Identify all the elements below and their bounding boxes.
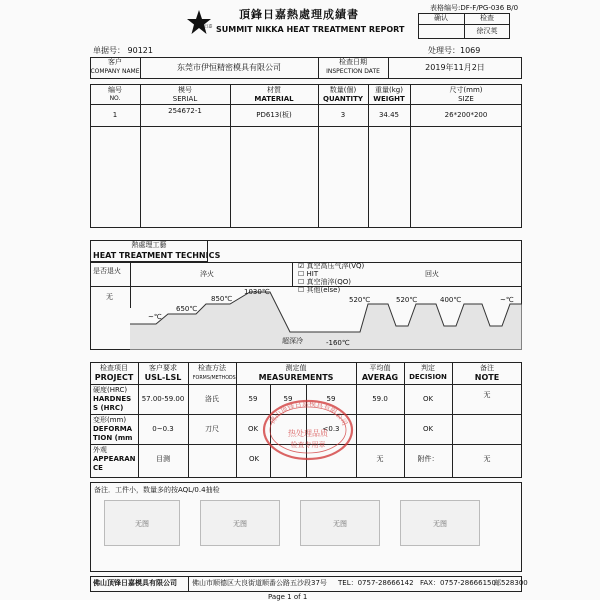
row-method: 洛氏 xyxy=(205,395,219,403)
row-project-en2: TION (mm xyxy=(93,434,133,442)
results-header-avg-cn: 平均值 xyxy=(369,364,391,372)
temper-1: 520℃ xyxy=(349,296,371,304)
items-header-no-cn: 编号 xyxy=(108,86,122,94)
row-project-en1: APPEARAN xyxy=(93,455,136,463)
photo-placeholder: 无图 xyxy=(200,500,280,546)
row-project-en2: CE xyxy=(93,464,103,472)
notes-text: 备注．工件小，数量多的按AQL/0.4抽检 xyxy=(94,486,220,494)
svg-text:热处理品质: 热处理品质 xyxy=(288,429,328,438)
row-m2: 59 xyxy=(283,395,293,403)
results-header-note-cn: 备注 xyxy=(480,364,494,372)
degas-value: 无 xyxy=(106,293,113,301)
inspection-date: 2019年11月2日 xyxy=(425,63,485,72)
option-qo-label: 真空油淬(QO) xyxy=(306,278,351,286)
item-serial: 254672-1 xyxy=(168,107,202,115)
item-quantity: 3 xyxy=(340,111,346,119)
item-material: PD613(板) xyxy=(256,111,292,119)
cryo-temp: -160℃ xyxy=(326,339,350,347)
results-header-note-en: NOTE xyxy=(474,373,500,382)
row-m2: OK xyxy=(248,455,260,463)
items-header-size-en: SIZE xyxy=(458,95,474,103)
option-hit-label: HIT xyxy=(306,270,319,278)
results-header-decision-cn: 判定 xyxy=(421,364,435,372)
items-header-quantity-cn: 数量(個) xyxy=(329,86,357,94)
row-decision: OK xyxy=(422,425,434,433)
item-weight: 34.45 xyxy=(378,111,400,119)
row-project-en1: DEFORMA xyxy=(93,425,133,433)
temp-start: ~℃ xyxy=(148,313,162,321)
temper-2: 520℃ xyxy=(396,296,418,304)
item-no: 1 xyxy=(112,111,118,119)
title-en: SUMMIT NIKKA HEAT TREATMENT REPORT xyxy=(216,25,405,34)
option-vq-checkbox[interactable]: ☑ xyxy=(298,262,305,270)
items-header-material-en: MATERIAL xyxy=(254,95,294,103)
logo xyxy=(186,9,212,35)
row-method: 刀尺 xyxy=(205,425,219,433)
row-decision: 附件： xyxy=(417,455,439,463)
results-header-measure-cn: 测定值 xyxy=(285,364,307,372)
results-header-spec-en: USL-LSL xyxy=(144,373,182,382)
title-cn: 頂鋒日嘉熱處理成績書 xyxy=(239,8,359,21)
results-header-avg-en: AVERAG xyxy=(361,373,399,382)
items-header-material-cn: 材質 xyxy=(267,86,281,94)
date-label-en: INSPECTION DATE xyxy=(326,68,380,75)
row-project-en1: HARDNES xyxy=(93,395,132,403)
results-header-project-cn: 检查项目 xyxy=(100,364,128,372)
items-table xyxy=(90,84,522,228)
results-header-method-cn: 检查方法 xyxy=(198,364,226,372)
option-vq-label: 真空高压气淬(VQ) xyxy=(306,262,365,270)
degas-label: 是否退火 xyxy=(93,267,121,275)
row-m3: <0.3 xyxy=(322,425,340,433)
temper-4: ~℃ xyxy=(500,296,514,304)
items-header-quantity-en: QUANTITY xyxy=(323,95,363,103)
results-header-method-en: FORMS/METHODS xyxy=(192,374,236,381)
logo-text: 頂鋒日嘉 xyxy=(195,24,213,30)
row-spec: 57.00-59.00 xyxy=(141,395,185,403)
form-number: 表格编号:DF-F/PG-036 B/0 xyxy=(430,4,519,12)
results-header-decision-en: DECISION xyxy=(409,373,447,381)
confirm-label: 确认 xyxy=(434,14,448,22)
option-hit-checkbox[interactable]: ☐ xyxy=(298,270,305,278)
process-number: 处理号：1069 xyxy=(428,46,481,55)
photo-placeholder: 无图 xyxy=(300,500,380,546)
star-logo-icon xyxy=(186,9,212,35)
footer-zip: 邮528300 xyxy=(494,579,528,587)
item-size: 26*200*200 xyxy=(444,111,488,119)
row-note: 无 xyxy=(483,455,491,463)
process-title-en: HEAT TREATMENT TECHNICS xyxy=(93,251,221,260)
option-hit[interactable] xyxy=(298,271,318,278)
temper-label: 回火 xyxy=(425,270,439,278)
temper-3: 400℃ xyxy=(440,296,462,304)
option-else-label: 其他(else) xyxy=(306,286,341,294)
option-qo[interactable] xyxy=(298,279,351,286)
cryo-label: 超深冷 xyxy=(282,337,303,345)
temp-850: 850℃ xyxy=(211,295,233,303)
row-spec: 0~0.3 xyxy=(152,425,174,433)
row-m3: 59 xyxy=(326,395,336,403)
photo-placeholder: 无图 xyxy=(104,500,180,546)
quench-label: 淬火 xyxy=(200,270,214,278)
footer-fax: FAX：0757-28666150 xyxy=(420,579,496,587)
row-project-cn: 变形(mm) xyxy=(93,416,127,424)
items-header-weight-cn: 重量(kg) xyxy=(375,86,403,94)
items-header-size-cn: 尺寸(mm) xyxy=(449,86,483,94)
process-title-cn: 熱處理工藝 xyxy=(131,241,167,249)
results-header-project-en: PROJECT xyxy=(94,373,134,382)
row-m1: OK xyxy=(247,425,259,433)
temp-1030: 1030℃ xyxy=(244,288,270,296)
order-number: 单据号： 90121 xyxy=(93,46,153,55)
page-indicator: Page 1 of 1 xyxy=(268,593,308,601)
option-qo-checkbox[interactable]: ☐ xyxy=(298,278,305,286)
stamp-seal-icon xyxy=(258,392,358,462)
row-decision: OK xyxy=(422,395,434,403)
row-spec: 目测 xyxy=(156,455,170,463)
footer-address: 佛山市顺德区大良街道顺番公路五沙段37号 xyxy=(192,579,327,587)
row-m1: 59 xyxy=(248,395,258,403)
photo-placeholder: 无图 xyxy=(400,500,480,546)
items-header-serial-en: SERIAL xyxy=(172,95,198,103)
customer-label-en: COMPANY NAME xyxy=(90,68,140,75)
results-header-spec-cn: 客户要求 xyxy=(149,364,177,372)
footer-tel: TEL：0757-28666142 xyxy=(338,579,414,587)
footer-company: 佛山顶锋日嘉模具有限公司 xyxy=(93,579,177,587)
customer-name: 东莞市伊恒精密模具有限公司 xyxy=(177,63,281,72)
row-avg: 无 xyxy=(376,455,384,463)
quality-stamp xyxy=(258,392,358,462)
svg-text:佛山顶锋日嘉模具有限公司: 佛山顶锋日嘉模具有限公司 xyxy=(268,399,349,428)
results-header-measure-en: MEASUREMENTS xyxy=(258,373,334,382)
svg-text:检查专用章: 检查专用章 xyxy=(290,441,326,449)
row-project-cn: 外观 xyxy=(93,446,107,454)
inspect-label: 检查 xyxy=(480,14,494,22)
items-header-serial-cn: 模号 xyxy=(178,86,192,94)
items-header-weight-en: WEIGHT xyxy=(373,95,405,103)
inspector-name: 徐汉英 xyxy=(476,27,498,35)
temp-650: 650℃ xyxy=(176,305,198,313)
option-else-checkbox[interactable]: ☐ xyxy=(298,286,305,294)
option-vq[interactable] xyxy=(298,263,364,270)
row-avg: 59.0 xyxy=(372,395,388,403)
row-project-en2: S (HRC) xyxy=(93,404,124,412)
row-note: 无 xyxy=(483,391,491,399)
date-label-cn: 检查日期 xyxy=(339,58,367,66)
items-header-no-en: NO. xyxy=(109,95,121,102)
customer-label-cn: 客户 xyxy=(108,58,122,66)
row-project-cn: 硬度(HRC) xyxy=(93,386,128,394)
